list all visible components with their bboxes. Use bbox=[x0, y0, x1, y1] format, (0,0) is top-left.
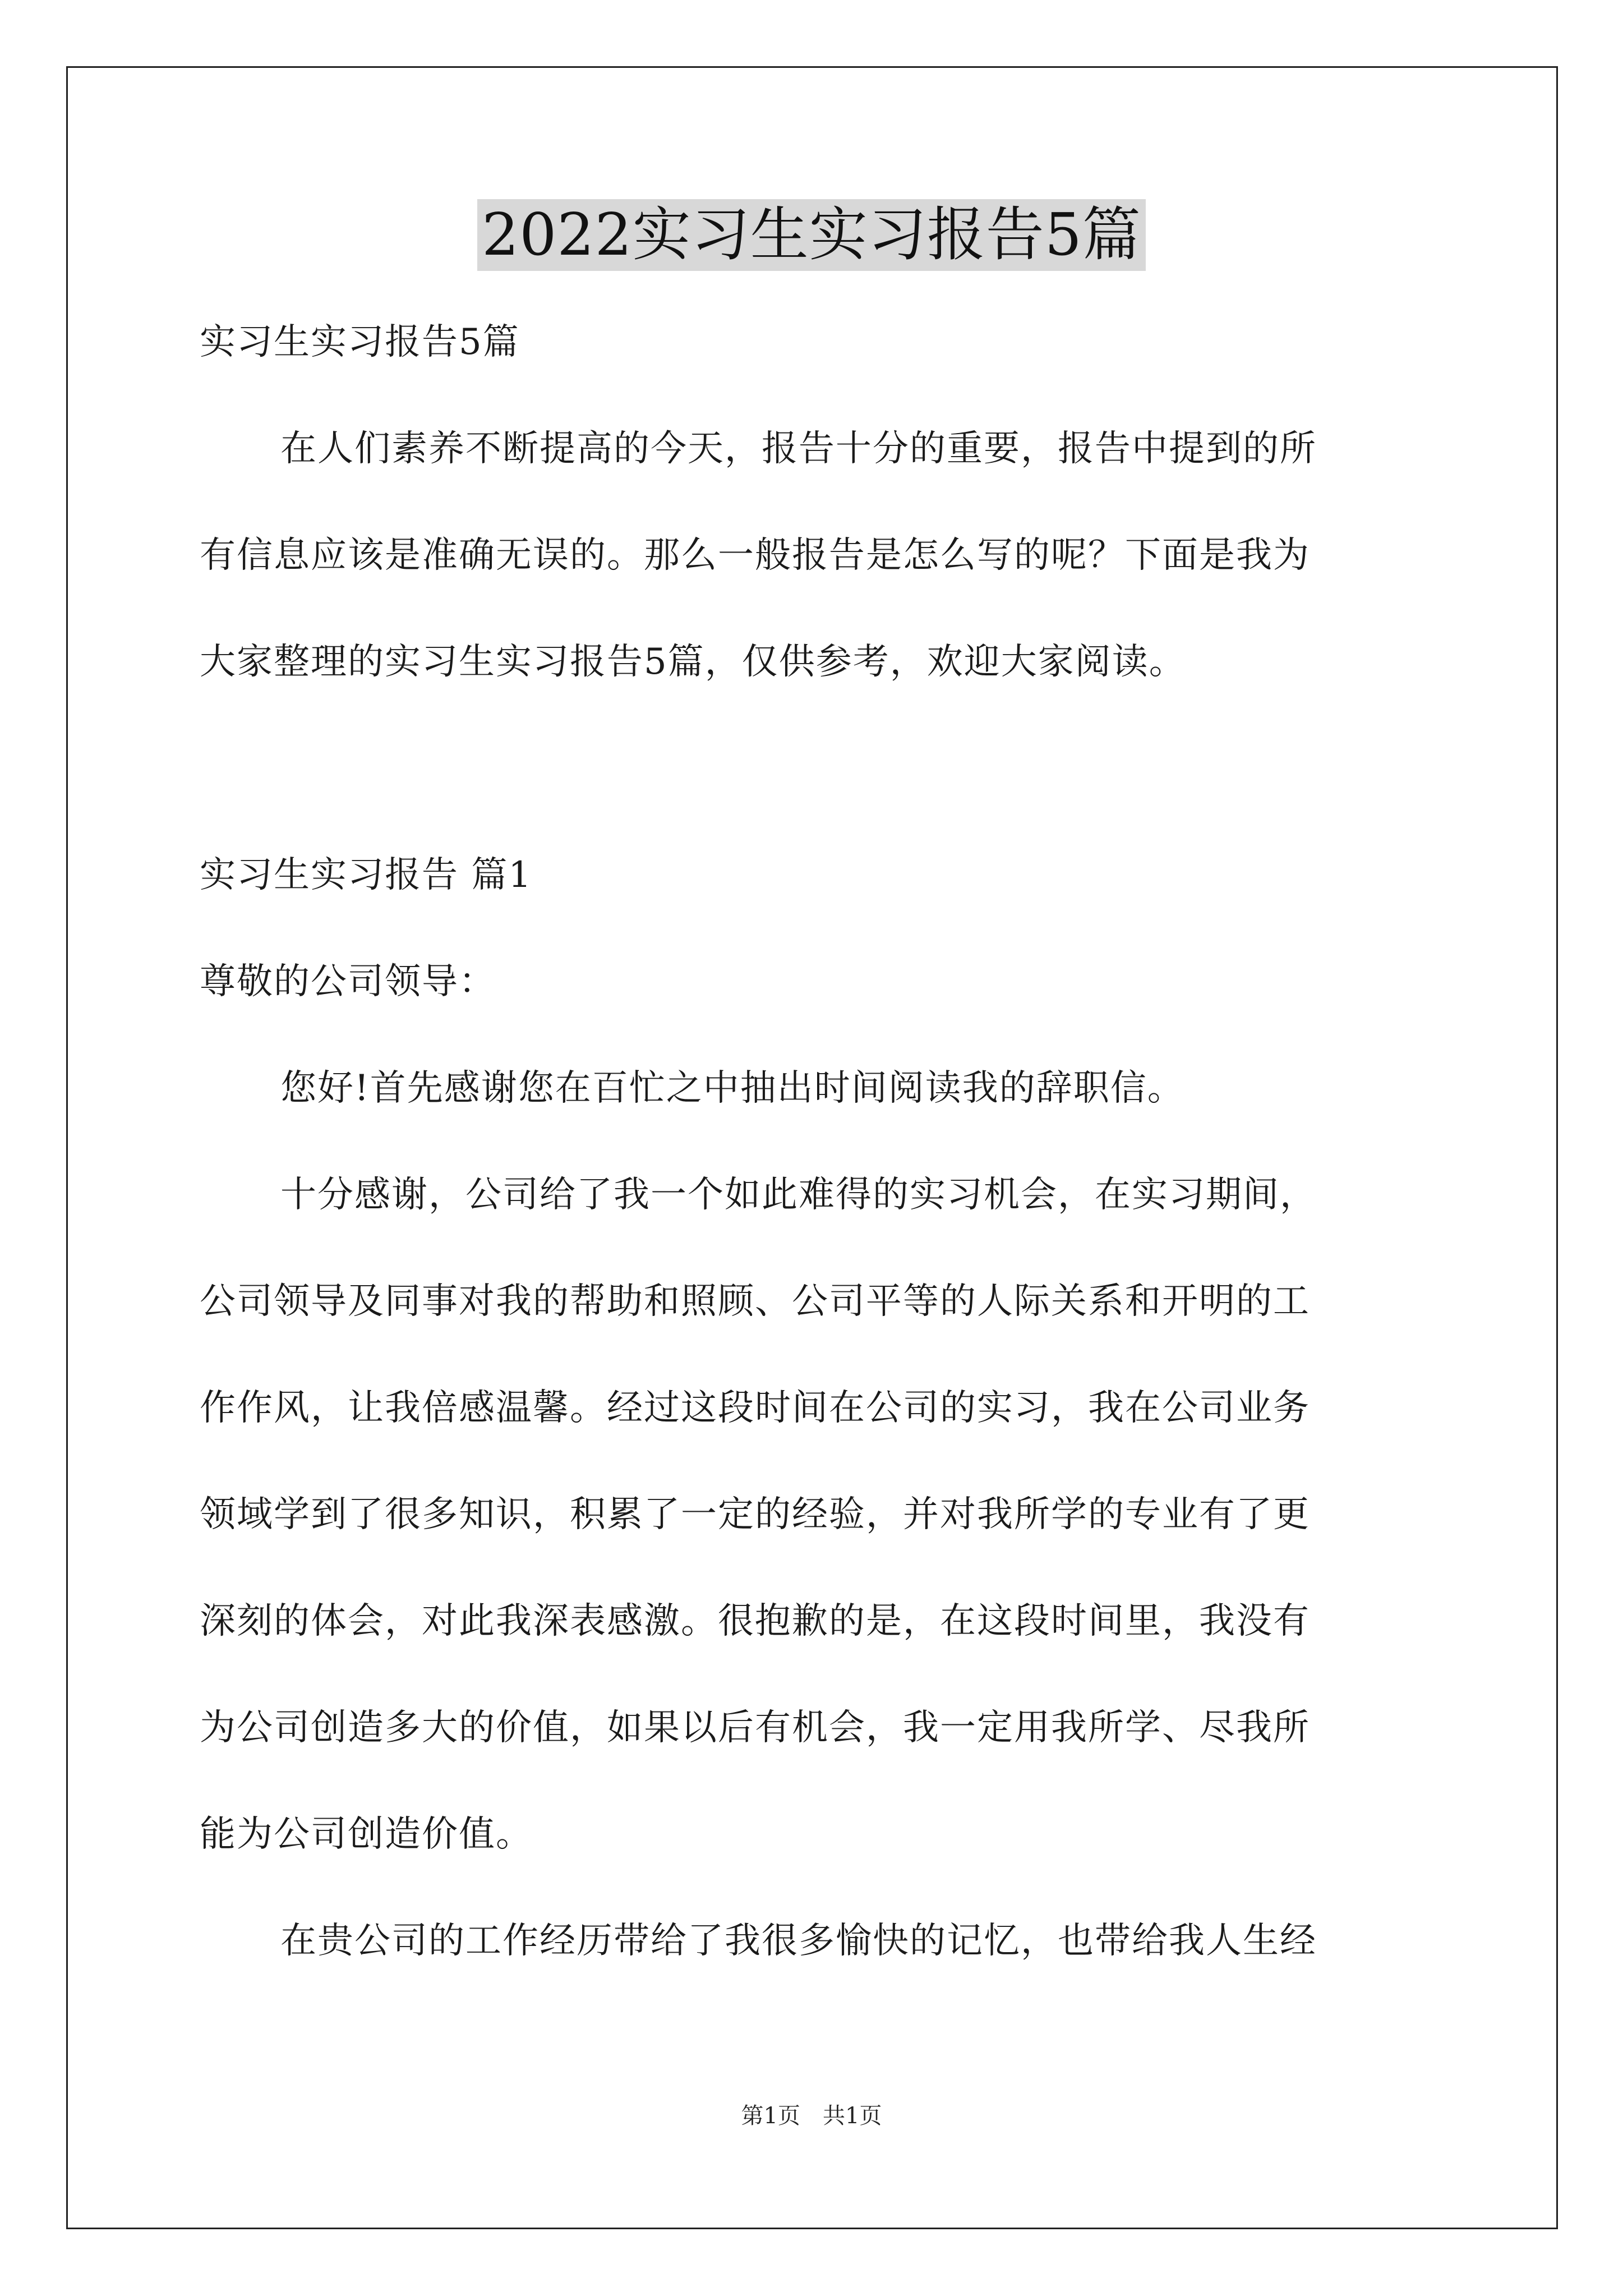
paragraph-line: 十分感谢，公司给了我一个如此难得的实习机会，在实习期间， bbox=[280, 1174, 1317, 1216]
document-body bbox=[200, 297, 1433, 1969]
page-footer: 第1页 共1页 bbox=[741, 2103, 882, 2129]
paragraph-line: 领域学到了很多知识，积累了一定的经验，并对我所学的专业有了更 bbox=[200, 1494, 1310, 1535]
paragraph-line: 有信息应该是准确无误的。那么一般报告是怎么写的呢？下面是我为 bbox=[200, 535, 1310, 576]
salutation-line: 尊敬的公司领导： bbox=[200, 961, 496, 1002]
paragraph-line: 作作风，让我倍感温馨。经过这段时间在公司的实习，我在公司业务 bbox=[200, 1387, 1310, 1429]
paragraph-line: 为公司创造多大的价值，如果以后有机会，我一定用我所学、尽我所 bbox=[200, 1707, 1310, 1749]
section-heading: 实习生实习报告 篇1 bbox=[200, 854, 533, 896]
document-title: 2022实习生实习报告5篇 bbox=[477, 199, 1146, 271]
paragraph-line: 在人们素养不断提高的今天，报告十分的重要，报告中提到的所 bbox=[280, 428, 1317, 470]
paragraph-line: 您好!首先感谢您在百忙之中抽出时间阅读我的辞职信。 bbox=[280, 1068, 1184, 1109]
subtitle-line: 实习生实习报告5篇 bbox=[200, 321, 520, 363]
paragraph-line: 大家整理的实习生实习报告5篇，仅供参考，欢迎大家阅读。 bbox=[200, 641, 1186, 683]
paragraph-line: 在贵公司的工作经历带给了我很多愉快的记忆，也带给我人生经 bbox=[280, 1920, 1317, 1962]
paragraph-line: 公司领导及同事对我的帮助和照顾、公司平等的人际关系和开明的工 bbox=[200, 1281, 1310, 1322]
paragraph-line: 能为公司创造价值。 bbox=[200, 1814, 533, 1855]
paragraph-line: 深刻的体会，对此我深表感激。很抱歉的是，在这段时间里，我没有 bbox=[200, 1600, 1310, 1642]
title-container bbox=[0, 199, 1623, 271]
